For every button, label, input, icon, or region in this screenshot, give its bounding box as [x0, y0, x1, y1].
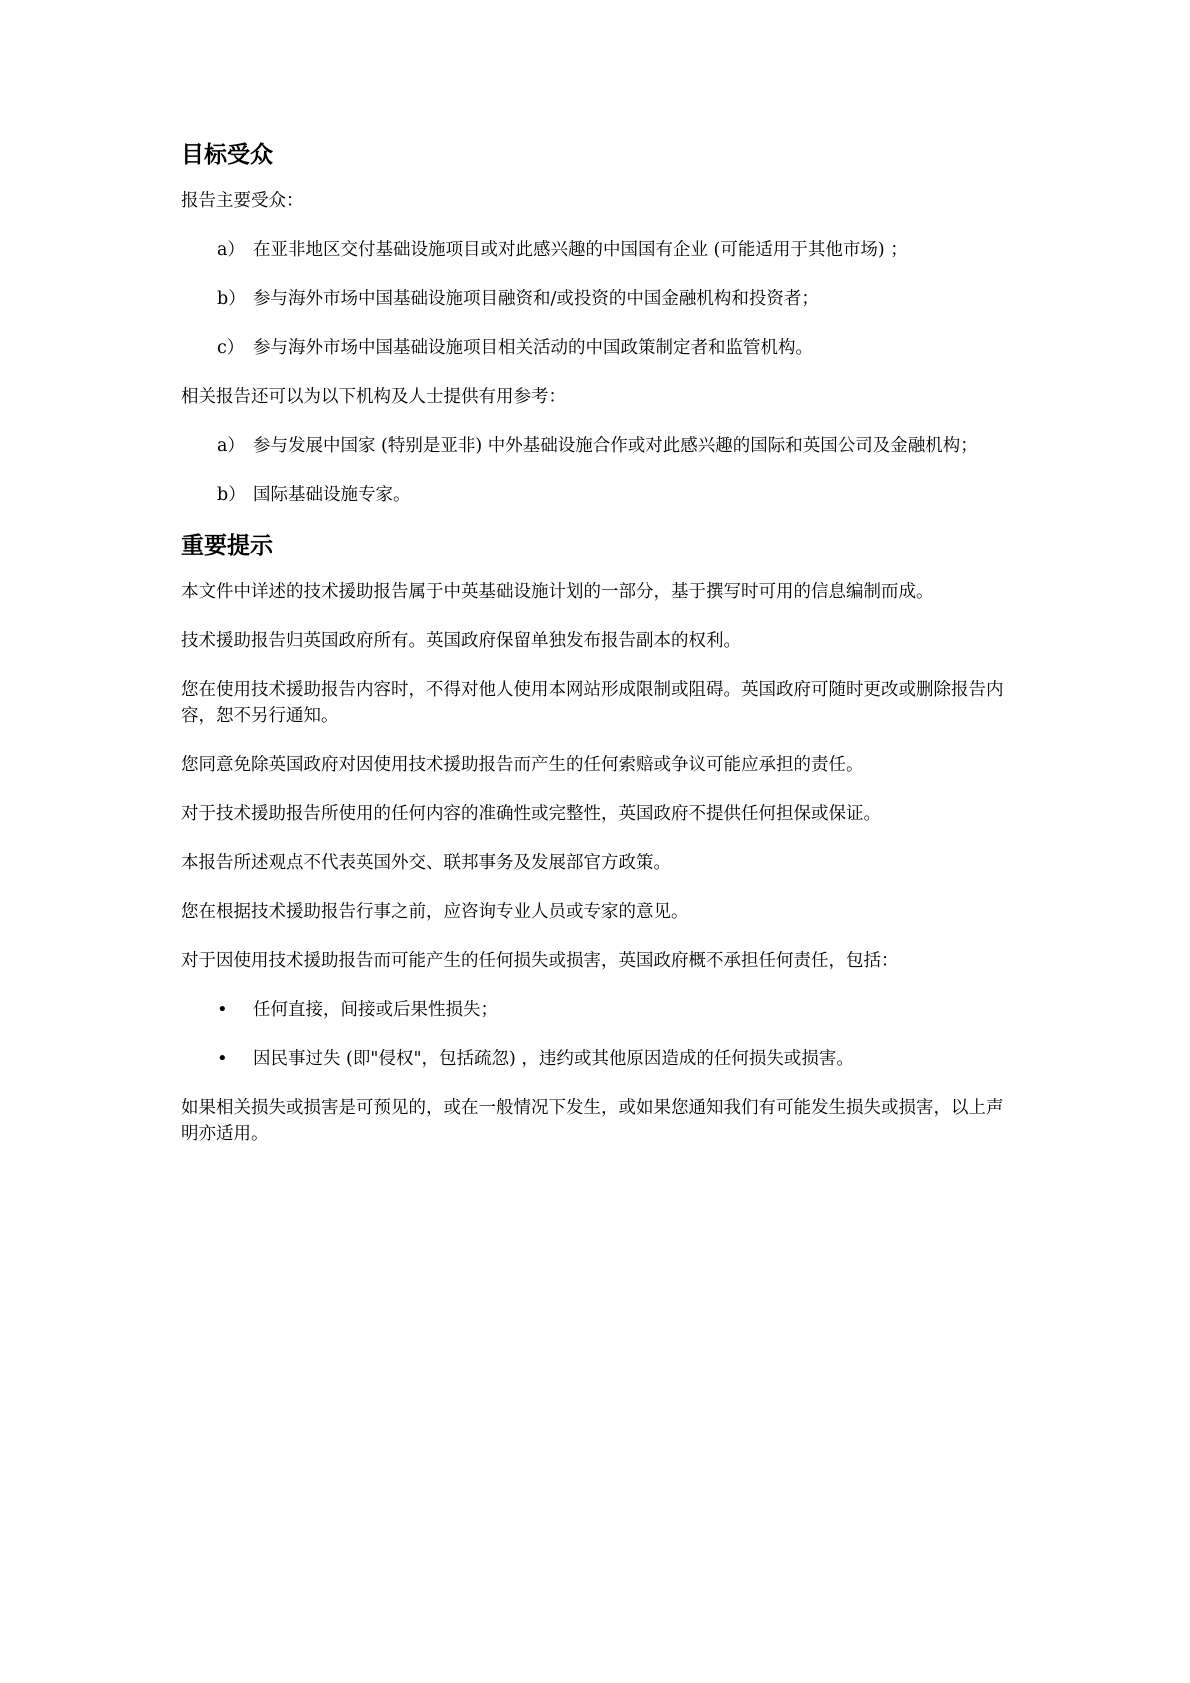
- audience-intro: 报告主要受众：: [181, 191, 304, 211]
- notice-paragraph: 对于技术援助报告所使用的任何内容的准确性或完整性，英国政府不提供任何担保或保证。: [181, 804, 881, 824]
- closing-paragraph: 如果相关损失或损害是可预见的，或在一般情况下发生，或如果您通知我们有可能发生损失或损害，以上声明亦适用。: [181, 1098, 1004, 1144]
- list-item-text: 国际基础设施专家。: [253, 485, 411, 505]
- list-marker: a）: [217, 240, 245, 260]
- notice-paragraph: 本报告所述观点不代表英国外交、联邦事务及发展部官方政策。: [181, 853, 671, 873]
- loss-bullet-list: [181, 997, 1019, 1072]
- primary-audience-list: [181, 237, 1019, 361]
- list-item-text: 参与发展中国家 (特别是亚非) 中外基础设施合作或对此感兴趣的国际和英国公司及金融机构；: [253, 436, 978, 456]
- list-item-text: 在亚非地区交付基础设施项目或对此感兴趣的中国国有企业 (可能适用于其他市场) ；: [253, 240, 908, 260]
- list-item: [181, 286, 1019, 312]
- page-content: [181, 140, 1019, 1170]
- section-title-target-audience: 目标受众: [181, 142, 273, 168]
- list-item-text: 参与海外市场中国基础设施项目相关活动的中国政策制定者和监管机构。: [253, 338, 813, 358]
- bullet-item-text: 任何直接，间接或后果性损失；: [253, 1000, 498, 1020]
- list-item: [181, 433, 1019, 459]
- bullet-item: [181, 1046, 1019, 1072]
- list-item-text: 参与海外市场中国基础设施项目融资和/或投资的中国金融机构和投资者；: [253, 289, 819, 309]
- bullet-item-text: 因民事过失 (即"侵权"，包括疏忽) ，违约或其他原因造成的任何损失或损害。: [253, 1049, 854, 1069]
- bullet-icon: •: [217, 1048, 228, 1069]
- notice-paragraph: 您同意免除英国政府对因使用技术援助报告而产生的任何索赔或争议可能应承担的责任。: [181, 755, 864, 775]
- secondary-audience-list: [181, 433, 1019, 508]
- notice-paragraph: 您在根据技术援助报告行事之前，应咨询专业人员或专家的意见。: [181, 902, 689, 922]
- list-item: [181, 482, 1019, 508]
- list-item: [181, 237, 1019, 263]
- list-marker: b）: [217, 289, 246, 309]
- audience-intro-secondary: 相关报告还可以为以下机构及人士提供有用参考：: [181, 387, 566, 407]
- list-marker: a）: [217, 436, 245, 456]
- bullet-icon: •: [217, 999, 228, 1020]
- list-marker: b）: [217, 485, 246, 505]
- bullet-item: [181, 997, 1019, 1023]
- notice-paragraph: 本文件中详述的技术援助报告属于中英基础设施计划的一部分，基于撰写时可用的信息编制而成。: [181, 582, 934, 602]
- notice-paragraph: 您在使用技术援助报告内容时，不得对他人使用本网站形成限制或阻碍。英国政府可随时更改或删除报告内容，恕不另行通知。: [181, 680, 1004, 726]
- notice-paragraph: 技术援助报告归英国政府所有。英国政府保留单独发布报告副本的权利。: [181, 631, 741, 651]
- list-marker: c）: [217, 338, 245, 358]
- notice-paragraph: 对于因使用技术援助报告而可能产生的任何损失或损害，英国政府概不承担任何责任，包括：: [181, 951, 899, 971]
- list-item: [181, 335, 1019, 361]
- section-title-important-notice: 重要提示: [181, 533, 273, 559]
